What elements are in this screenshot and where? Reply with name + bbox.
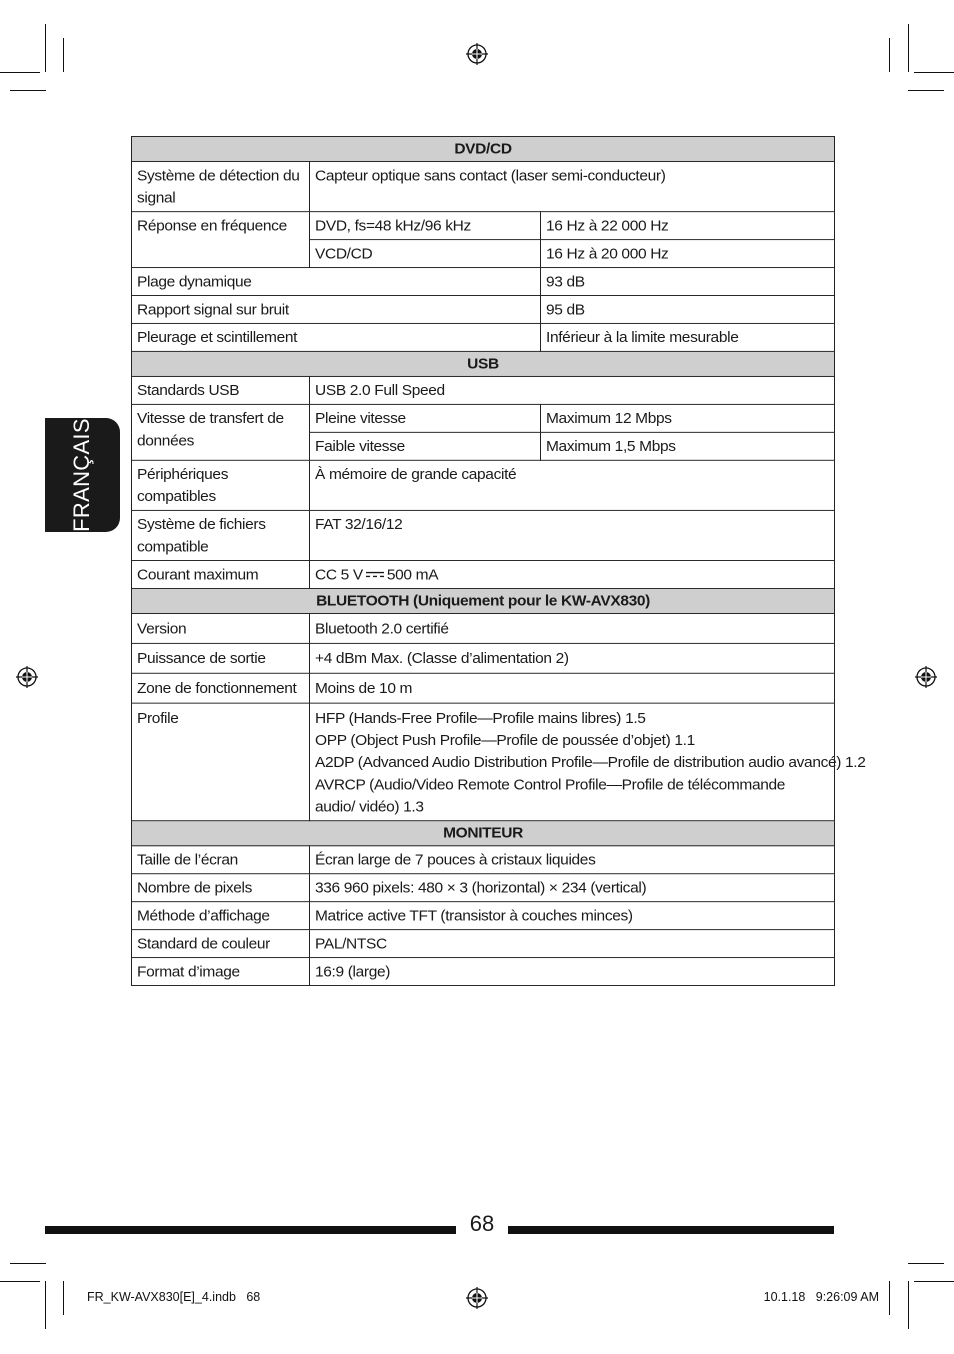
spec-label: Version: [132, 614, 310, 644]
table-row: [132, 614, 835, 644]
spec-label: Courant maximum: [132, 561, 310, 589]
spec-value: Bluetooth 2.0 certifié: [310, 614, 835, 644]
spec-label: Plage dynamique: [132, 268, 541, 296]
page-number: 68: [469, 1211, 495, 1236]
footer-bar-left: [45, 1226, 456, 1234]
table-row: [132, 930, 835, 958]
spec-sublabel: VCD/CD: [310, 240, 541, 268]
spec-value: Matrice active TFT (transistor à couches minces): [310, 902, 835, 930]
section-header-dvd: [132, 136, 835, 161]
spec-label: Méthode d’affichage: [132, 902, 310, 930]
profile-line: A2DP (Advanced Audio Distribution Profile—Profile de distribution audio avancé) 1.2: [315, 754, 866, 772]
spec-label: Standards USB: [132, 376, 310, 404]
spec-value: Maximum 12 Mbps: [541, 404, 835, 432]
spec-value: Inférieur à la limite mesurable: [541, 323, 835, 351]
spec-value: 16 Hz à 22 000 Hz: [541, 212, 835, 240]
specifications-table: [131, 136, 866, 986]
spec-value: À mémoire de grande capacité: [310, 460, 835, 510]
table-row: [132, 268, 835, 296]
table-row: [132, 643, 835, 673]
spec-label: Réponse en fréquence: [132, 212, 310, 268]
table-row: [132, 510, 835, 560]
profile-line: OPP (Object Push Profile—Profile de poussée d’objet) 1.1: [315, 732, 695, 749]
spec-value: [310, 561, 835, 589]
registration-mark-right: [915, 666, 937, 688]
current-amperage: 500 mA: [386, 566, 439, 584]
table-row: [132, 561, 835, 589]
spec-label: Vitesse de transfert de données: [132, 404, 310, 460]
language-tab: [45, 418, 120, 532]
table-row: [132, 958, 835, 986]
spec-value: FAT 32/16/12: [310, 510, 835, 560]
table-row: [132, 703, 835, 821]
section-title: DVD/CD: [132, 136, 835, 161]
spec-value: Écran large de 7 pouces à cristaux liquides: [310, 846, 835, 874]
direct-current-icon: [366, 571, 384, 579]
table-row: [132, 874, 835, 902]
registration-mark-left: [16, 666, 38, 688]
spec-value: +4 dBm Max. (Classe d’alimentation 2): [310, 643, 835, 673]
table-row: [132, 323, 835, 351]
table-row: [132, 902, 835, 930]
footer-bar-right: [508, 1226, 834, 1234]
spec-label: Périphériques compatibles: [132, 460, 310, 510]
registration-mark-bottom: [466, 1287, 488, 1309]
table-row: [132, 212, 835, 240]
registration-mark-top: [466, 43, 488, 65]
spec-label: Standard de couleur: [132, 930, 310, 958]
section-header-monitor: [132, 821, 835, 846]
spec-sublabel: Faible vitesse: [310, 432, 541, 460]
spec-label: Système de fichiers compatible: [132, 510, 310, 560]
table-row: [132, 404, 835, 432]
spec-value: 93 dB: [541, 268, 835, 296]
spec-value: PAL/NTSC: [310, 930, 835, 958]
spec-value: 16:9 (large): [310, 958, 835, 986]
profile-line: HFP (Hands-Free Profile—Profile mains libres) 1.5: [315, 710, 646, 727]
table-row: [132, 673, 835, 703]
spec-label: Rapport signal sur bruit: [132, 295, 541, 323]
spec-value: Capteur optique sans contact (laser semi-conducteur): [310, 162, 835, 212]
section-header-usb: [132, 351, 835, 376]
section-title: MONITEUR: [132, 821, 835, 846]
table-row: [132, 162, 835, 212]
spec-value: USB 2.0 Full Speed: [310, 376, 835, 404]
spec-label: Système de détection du signal: [132, 162, 310, 212]
table-row: [132, 846, 835, 874]
language-tab-label: FRANÇAIS: [69, 418, 94, 532]
footer-filename: FR_KW-AVX830[E]_4.indb 68: [87, 1290, 261, 1304]
spec-sublabel: DVD, fs=48 kHz/96 kHz: [310, 212, 541, 240]
spec-label: Taille de l’écran: [132, 846, 310, 874]
spec-label: Profile: [132, 703, 310, 821]
spec-label: Zone de fonctionnement: [132, 673, 310, 703]
spec-value: 16 Hz à 20 000 Hz: [541, 240, 835, 268]
table-row: [132, 295, 835, 323]
spec-label: Pleurage et scintillement: [132, 323, 541, 351]
section-header-bluetooth: [132, 588, 835, 613]
table-row: [132, 460, 835, 510]
spec-label: Puissance de sortie: [132, 643, 310, 673]
spec-label: Nombre de pixels: [132, 874, 310, 902]
footer-datetime: 10.1.18 9:26:09 AM: [763, 1290, 879, 1304]
spec-label: Format d’image: [132, 958, 310, 986]
spec-sublabel: Pleine vitesse: [310, 404, 541, 432]
section-title: BLUETOOTH (Uniquement pour le KW-AVX830): [132, 588, 835, 613]
spec-value: 95 dB: [541, 295, 835, 323]
spec-value: Maximum 1,5 Mbps: [541, 432, 835, 460]
current-voltage: CC 5 V: [315, 566, 363, 584]
spec-value: [310, 703, 866, 821]
spec-value: 336 960 pixels: 480 × 3 (horizontal) × 234 (vertical): [310, 874, 835, 902]
profile-line: AVRCP (Audio/Video Remote Control Profile—Profile de télécommande audio/ vidéo) 1.3: [315, 776, 786, 816]
spec-value: Moins de 10 m: [310, 673, 835, 703]
section-title: USB: [132, 351, 835, 376]
table-row: [132, 376, 835, 404]
